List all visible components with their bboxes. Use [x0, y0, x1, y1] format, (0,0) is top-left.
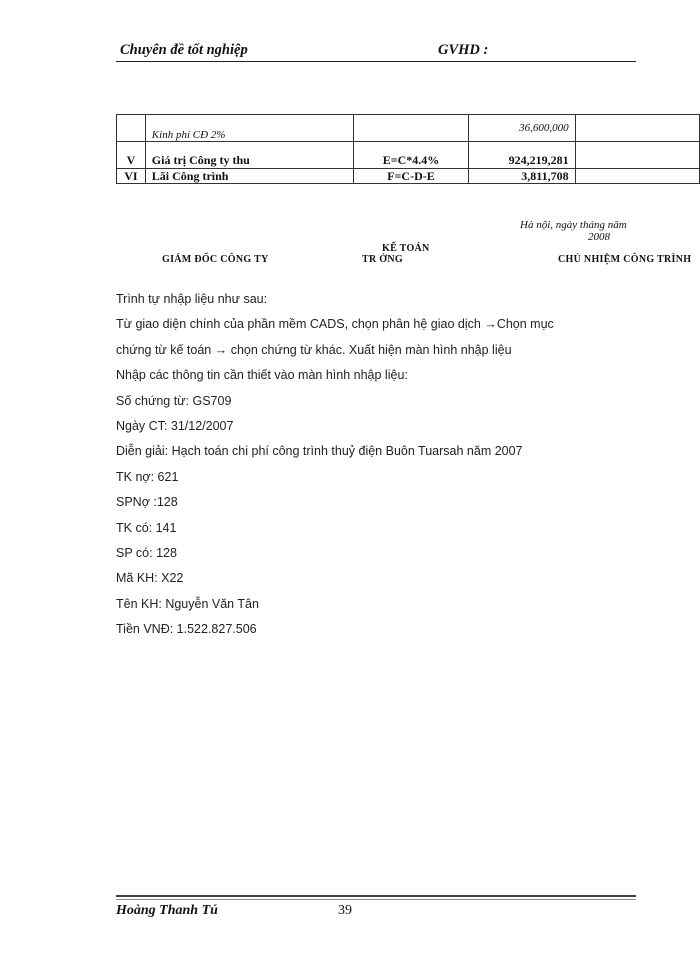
row-extra: [582, 169, 693, 183]
body-line: Từ giao diện chính của phần mềm CADS, chọn phân hệ giao dịch →Chọn mục: [116, 317, 554, 332]
signature-year: 2008: [588, 231, 610, 243]
row-description: Kinh phí CĐ 2%: [145, 115, 353, 142]
table-row: [117, 169, 700, 184]
page-number: 39: [338, 903, 352, 918]
row-value: 36,600,000: [469, 115, 575, 142]
signature-accountant-line1: KẾ TOÁN: [382, 243, 430, 254]
row-formula: F=C-D-E: [387, 169, 435, 183]
cost-table: [116, 114, 700, 184]
signature-date: Hà nội, ngày tháng năm: [520, 219, 627, 231]
row-description: Lãi Công trình: [151, 169, 229, 183]
row-formula: E=C*4.4%: [353, 142, 468, 169]
header-divider: [116, 61, 636, 62]
body-line: TK có: 141: [116, 520, 177, 535]
signature-chief: CHỦ NHIỆM CÔNG TRÌNH: [558, 254, 692, 265]
row-description: Giá trị Công ty thu: [145, 142, 353, 169]
body-text: [116, 287, 646, 643]
header-advisor: GVHD :: [438, 42, 489, 58]
footer-divider: [116, 895, 636, 897]
table-row: [117, 115, 700, 142]
body-line: Mã KH: X22: [116, 571, 184, 586]
row-number: V: [117, 142, 146, 169]
body-line: TK nợ: 621: [116, 469, 179, 484]
body-line: Số chứng từ: GS709: [116, 393, 232, 408]
signature-accountant-line2: TR ỞNG: [362, 254, 403, 265]
row-number: VI: [124, 169, 138, 183]
footer-author: Hoàng Thanh Tú: [116, 903, 218, 918]
row-extra: [575, 115, 699, 142]
row-number: [117, 115, 146, 142]
body-line: Diễn giải: Hạch toán chi phí công trình thuỷ điện Buôn Tuarsah năm 2007: [116, 444, 523, 459]
row-formula: [353, 115, 468, 142]
body-line: chứng từ kế toán → chọn chứng từ khác. Xuất hiện màn hình nhập liệu: [116, 342, 512, 357]
body-line: Tên KH: Nguyễn Văn Tân: [116, 596, 259, 611]
body-line: Ngày CT: 31/12/2007: [116, 419, 234, 434]
body-line: Tiền VNĐ: 1.522.827.506: [116, 622, 257, 637]
row-value: 3,811,708: [521, 169, 569, 183]
header-title: Chuyên đề tốt nghiệp: [120, 42, 248, 58]
signature-director: GIÁM ĐỐC CÔNG TY: [162, 254, 269, 265]
table-row: [117, 142, 700, 169]
body-line: SP có: 128: [116, 546, 177, 561]
body-line: Trình tự nhập liệu như sau:: [116, 292, 268, 306]
row-extra: [575, 142, 699, 169]
body-line: SPNợ :128: [116, 495, 178, 510]
row-value: 924,219,281: [469, 142, 575, 169]
footer-divider-thin: [116, 899, 636, 900]
body-line: Nhập các thông tin cần thiết vào màn hình nhập liệu:: [116, 368, 408, 383]
